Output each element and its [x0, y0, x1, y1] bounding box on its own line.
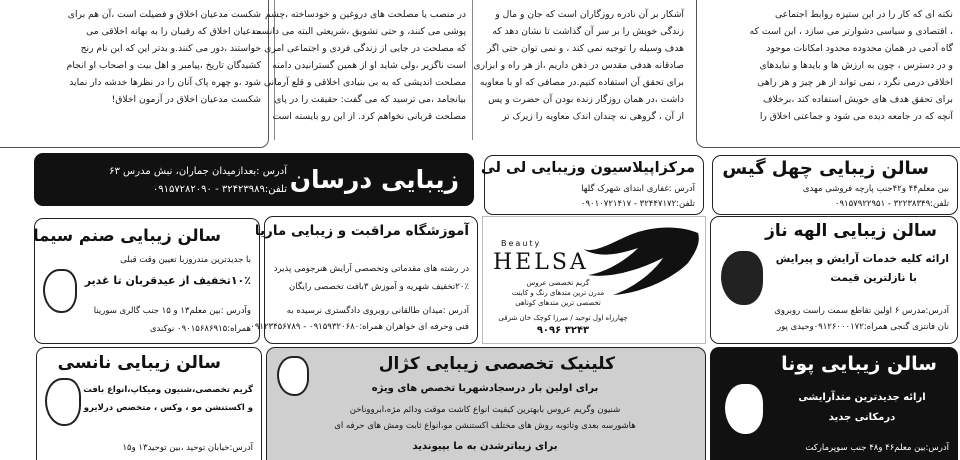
helsa-brand: HELSA — [493, 250, 589, 275]
article-column-4 — [696, 0, 960, 148]
ad-address: چهارراه اول توحید / میرزا کوچک خان شرقی — [498, 314, 628, 322]
ad-address: آدرس :بعدازمیدان جماران، نبش مدرس ۶۳ — [109, 166, 287, 177]
ad-helsa — [482, 216, 706, 344]
ad-title: مرکزاپیلاسیون وزیبایی لی لی — [480, 160, 695, 176]
ad-address: وآدرس :بین معلم۱۳ و ۱۵ جنب گالری سورینا — [93, 306, 251, 316]
article-line: خواستند ،دور می کنند.و بدتر این که این نام رنج — [80, 43, 261, 54]
ad-dorsan — [34, 153, 474, 206]
ad-phone: تلفن:۳۲۴۴۷۱۷۲ - ۰۹۰۱۰۷۲۱۴۱۷ — [580, 199, 695, 209]
ad-address: بین معلم۴۴ و۴۲جنب پارچه فروشی مهدی — [802, 184, 949, 194]
article-line: شود ،و چهره پاک آنان را در نظرها خدشه دار نماید — [69, 77, 261, 88]
article-line: کشیدگان تاریخ ،پیامبر و اهل بیت و اصحاب او انجام — [66, 60, 261, 71]
ad-lili — [480, 155, 704, 215]
article-line: در منصب یا مصلحت های دروغین و خودساخته ،چشم — [265, 9, 466, 20]
ad-line: در رشته های مقدماتی وتخصصی آرایش هنرجومی پذیرد — [273, 264, 469, 274]
article-line: شکست مدعیان اخلاق در آزمون اخلاق! — [111, 94, 261, 105]
ad-line: مدرن ترین متدهای رنگ و کاینت — [511, 289, 605, 297]
woman-silhouette-icon — [721, 251, 763, 305]
article-line: پوشی می کنند، و حتی تشویق ،شریعتی البته می دانست — [252, 26, 466, 37]
ad-title: کلینیک تخصصی زیبایی کژال — [378, 354, 615, 374]
article-line: آشکار بر آن نادره روزگاران است که جان و مال و — [495, 9, 684, 20]
ad-line: شنیون وگریم عروس بابهترین کیفیت انواع کاشت موقت ودائم مژه،ابرووناخن — [349, 405, 621, 415]
article-line: صادقانه هدفی مقدس در ذهن داریم ،از هر راه و ابزاری — [473, 60, 684, 71]
article-line: است ناگزیر ،ولی شاید او از همین گسترانیدن دامنه — [272, 60, 466, 71]
ad-discount: ۱۰٪تخفیف از عیدقربان تا غدیر — [84, 274, 251, 287]
article-column-3 — [473, 6, 684, 125]
ad-address: آدرس:خیابان توحید ،بین توحید۱۳ و۱۵ — [122, 443, 253, 453]
ad-title: سالن زیبایی صنم سیما — [32, 226, 221, 245]
ad-elahe-naz — [710, 216, 958, 344]
ad-phone: نان فانتزی گنجی همراه:۰۹۱۲۶۰۰۰۱۷۲وحیدی پور — [776, 322, 949, 332]
ad-line: و اکستنشن مو ، وکس ، متخصص درلایرو — [83, 403, 253, 413]
ad-line: گریم تخصصی عروس — [526, 279, 590, 287]
article-line: شکست مدعیان اخلاق و فضیلت است ،آن هم برای — [67, 9, 261, 20]
ad-line: ۲۰٪تخفیف شهریه و آموزش ۳بافت تخصصی رایگان — [289, 282, 469, 292]
ad-line: ارائه جدیدترین متدآرایشی — [798, 392, 926, 403]
ad-line: تخصصی ترین متدهای کوتاهی — [515, 299, 601, 307]
ad-title: زیبایی درسان — [289, 165, 459, 194]
woman-silhouette-icon — [725, 384, 763, 434]
article-line: مدعیان اخلاق که رقیبان را به بهانه اخلاقی می — [86, 26, 261, 37]
article-line: گاه آدمی در همان محدوده محدود امکانات موجود — [766, 43, 953, 54]
article-line: و در دسترس ، چون به ارزش ها و بایدها و نبایدهای — [759, 60, 953, 71]
ad-phone: تلفن:۳۲۴۲۳۹۸۹ - ۰۹۱۵۷۲۸۲۰۹۰ — [152, 184, 287, 195]
article-line: بیانجامد ،می ترسید که می گفت: حقیقت را در پای — [274, 94, 466, 105]
article-column-1 — [0, 0, 269, 148]
ad-nancy — [36, 347, 262, 460]
article-text — [704, 6, 953, 125]
ad-line: برای اولین بار درسجادشهربا تخصص های ویژه — [371, 383, 599, 394]
ad-line: با نازلترین قیمت — [830, 272, 917, 284]
article-line: آنچه که در جامعه دیده می شود و جماعتی اخلاق را — [759, 111, 953, 122]
ad-address: آدرس :میدان طالقانی روبروی دادگستری نرسیده به — [286, 306, 469, 316]
article-line: داشت ،در همان روزگار زنده بودن آن حضرت و پس — [488, 94, 684, 105]
ad-title: سالن زیبایی الهه ناز — [765, 221, 937, 241]
article-line: برای تحقق آن استفاده کنیم.در مصافی که او با معاویه — [479, 77, 684, 88]
ad-line: هاشورسه بعدی وتاتوبه روش های مختلف اکستنشن مو،انواع ثابت ومش های حرفه ای — [334, 421, 636, 431]
ad-line: گریم تخصصی،شنیون ومیکاپ،انواع بافت — [83, 385, 253, 395]
ad-line: با جدیدترین متدروزبا تعیین وقت قبلی — [120, 255, 251, 265]
article-line: ، اقتصادی و سیاسی دشوارتر می سازد ، این است که — [749, 26, 953, 37]
ad-title: سالن زیبایی نانسی — [57, 353, 221, 373]
helsa-beauty: Beauty — [501, 239, 542, 248]
article-line: اخلاقی درمی نگرد ، نمی تواند از هر چیز و هر راهی — [757, 77, 953, 88]
article-line: برای تحقق هدف های خویش استفاده کند ،برخلاف — [763, 94, 953, 105]
ad-sanam-sima — [34, 218, 260, 344]
article-line: مصلحت قربانی نخواهم کرد. از این رو بایسته است — [272, 111, 466, 122]
ad-phone: ۳۲۴۳ ۹۰۹۶ — [536, 325, 590, 336]
ad-line: ارائه کلیه خدمات آرایش و پیرایش — [775, 253, 949, 265]
article-line: از آن ، گروهی نه چندان اندک معاویه را زیرک تر — [501, 111, 684, 122]
ad-chelgis — [712, 155, 958, 215]
ad-maria — [250, 216, 478, 344]
ad-address: آدرس :غفاری ابتدای شهرک گلها — [581, 184, 695, 194]
article-text — [7, 6, 261, 108]
ad-phone: همراه:۰۹۰۱۵۶۸۶۹۱۵ نوکندی — [149, 324, 251, 334]
ad-address: آدرس:مدرس ۶ اولین تقاطع سمت راست روبروی — [774, 306, 949, 316]
article-line: که مصلحت در جایی از زندگی فردی و اجتماعی امری — [264, 43, 466, 54]
ad-slogan: برای زیباترشدن به ما بپیوندید — [412, 441, 558, 452]
article-line: زندگی خویش را بر سر آن گذاشت تا نشان دهد که — [492, 26, 684, 37]
article-line: نکته ای که کار را در این ستیزه روابط اجتماعی — [775, 9, 953, 20]
woman-silhouette-icon — [45, 378, 81, 426]
article-line: هدف وسیله را توجیه نمی کند ، و نمی توان حتی اگر — [487, 43, 684, 54]
article-column-2 — [252, 6, 466, 125]
ad-address: آدرس:بین معلم۴۶ و۴۸ جنب سوپرمارکت — [805, 443, 949, 453]
ad-pouna — [710, 347, 958, 460]
article-line: مصلحت اندیشی که به بی بنیادی اخلاقی و قلع آرمانی — [263, 77, 466, 88]
ad-title: سالن زیبایی چهل گیس — [722, 158, 929, 179]
ad-phone: تلفن:۳۲۲۳۸۳۴۹ - ۰۹۱۵۷۹۲۲۹۵۱ — [834, 199, 949, 209]
ad-title: آموزشگاه مراقبت و زیبایی ماریا — [254, 223, 469, 239]
ad-title: سالن زیبایی پونا — [781, 353, 937, 375]
ad-line: درمکانی جدید — [828, 412, 896, 423]
ad-kazhal — [266, 347, 706, 460]
ad-phone: فنی وحرفه ای خواهران همراه:۰۹۱۵۹۳۲۰۶۸۰ - ۰۹۱۲۳۴۵۶۷۸۹ — [250, 322, 469, 332]
